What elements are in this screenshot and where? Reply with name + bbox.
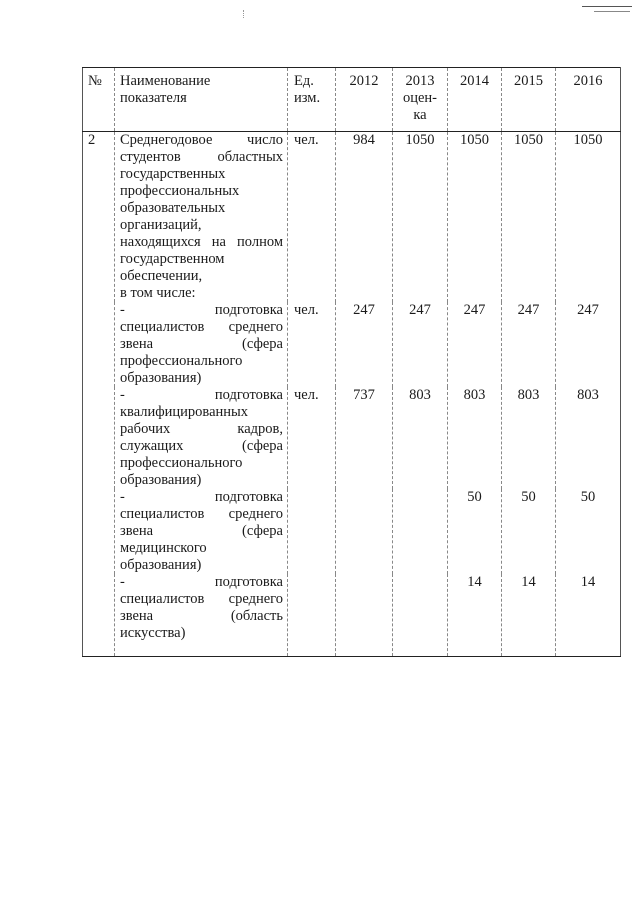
name-line: - подготовка bbox=[120, 387, 283, 403]
name-line: находящихся на полном bbox=[120, 234, 283, 250]
row-unit: чел. bbox=[288, 132, 336, 303]
row-name-text bbox=[120, 387, 283, 489]
row-value-2015: 14 bbox=[502, 574, 556, 657]
row-name-text bbox=[120, 302, 283, 387]
row-name bbox=[115, 387, 288, 489]
row-value-2012: 984 bbox=[336, 132, 393, 303]
name-line: обеспечении, bbox=[120, 268, 203, 284]
name-line: искусства) bbox=[120, 625, 186, 641]
name-line: образования) bbox=[120, 557, 202, 573]
name-line: служащих (сфера bbox=[120, 438, 283, 454]
name-line: профессионального bbox=[120, 455, 243, 471]
name-line: звена (область bbox=[120, 608, 283, 624]
row-value-2012 bbox=[336, 574, 393, 657]
name-line: государственном bbox=[120, 251, 225, 267]
name-line: образования) bbox=[120, 370, 202, 386]
header-2014: 2014 bbox=[448, 68, 502, 132]
row-value-2014: 1050 bbox=[448, 132, 502, 303]
name-line: - подготовка bbox=[120, 574, 283, 590]
name-line: Среднегодовое число bbox=[120, 132, 283, 148]
row-name bbox=[115, 302, 288, 387]
name-line: образования) bbox=[120, 472, 202, 488]
name-line: квалифицированных bbox=[120, 404, 249, 420]
scan-mark bbox=[594, 11, 630, 12]
row-value-2013 bbox=[393, 574, 448, 657]
row-value-2016: 803 bbox=[556, 387, 621, 489]
row-name-text bbox=[120, 489, 283, 574]
table-row-sub-3 bbox=[83, 489, 621, 574]
row-value-2012 bbox=[336, 489, 393, 574]
row-value-2015: 50 bbox=[502, 489, 556, 574]
row-unit: чел. bbox=[288, 387, 336, 489]
name-line: образовательных bbox=[120, 200, 226, 216]
header-2015: 2015 bbox=[502, 68, 556, 132]
row-value-2014: 247 bbox=[448, 302, 502, 387]
row-value-2014: 50 bbox=[448, 489, 502, 574]
row-value-2013: 803 bbox=[393, 387, 448, 489]
name-line: государственных bbox=[120, 166, 226, 182]
row-name bbox=[115, 489, 288, 574]
name-line: медицинского bbox=[120, 540, 207, 556]
indicators-table bbox=[82, 67, 621, 657]
row-name bbox=[115, 132, 288, 303]
name-line: рабочих кадров, bbox=[120, 421, 283, 437]
name-line: - подготовка bbox=[120, 302, 283, 318]
name-line: специалистов среднего bbox=[120, 319, 283, 335]
row-value-2015: 803 bbox=[502, 387, 556, 489]
row-value-2016: 1050 bbox=[556, 132, 621, 303]
header-2012: 2012 bbox=[336, 68, 393, 132]
table-row-sub-1 bbox=[83, 302, 621, 387]
row-unit bbox=[288, 489, 336, 574]
name-line: специалистов среднего bbox=[120, 506, 283, 522]
scan-mark bbox=[582, 6, 632, 7]
table-row-sub-4 bbox=[83, 574, 621, 657]
name-line: профессионального bbox=[120, 353, 243, 369]
header-2016: 2016 bbox=[556, 68, 621, 132]
row-unit bbox=[288, 574, 336, 657]
name-line: студентов областных bbox=[120, 149, 283, 165]
row-name bbox=[115, 574, 288, 657]
header-unit: Ед. изм. bbox=[288, 68, 336, 132]
row-unit: чел. bbox=[288, 302, 336, 387]
row-value-2013 bbox=[393, 489, 448, 574]
row-value-2015: 1050 bbox=[502, 132, 556, 303]
table-row-main bbox=[83, 132, 621, 303]
row-num: 2 bbox=[83, 132, 115, 303]
row-value-2016: 14 bbox=[556, 574, 621, 657]
name-line: звена (сфера bbox=[120, 336, 283, 352]
row-value-2014: 14 bbox=[448, 574, 502, 657]
row-name-text bbox=[120, 132, 283, 302]
row-value-2016: 50 bbox=[556, 489, 621, 574]
table-header-row bbox=[83, 68, 621, 132]
name-line: организаций, bbox=[120, 217, 202, 233]
row-value-2014: 803 bbox=[448, 387, 502, 489]
row-value-2012: 737 bbox=[336, 387, 393, 489]
name-line: специалистов среднего bbox=[120, 591, 283, 607]
row-value-2016: 247 bbox=[556, 302, 621, 387]
name-line: профессиональных bbox=[120, 183, 240, 199]
name-line: - подготовка bbox=[120, 489, 283, 505]
header-num: № bbox=[83, 68, 115, 132]
row-name-text bbox=[120, 574, 283, 642]
row-value-2015: 247 bbox=[502, 302, 556, 387]
scan-speck bbox=[243, 10, 246, 18]
name-line: в том числе: bbox=[120, 285, 196, 301]
row-value-2012: 247 bbox=[336, 302, 393, 387]
name-line: звена (сфера bbox=[120, 523, 283, 539]
row-value-2013: 247 bbox=[393, 302, 448, 387]
row-value-2013: 1050 bbox=[393, 132, 448, 303]
table-row-sub-2 bbox=[83, 387, 621, 489]
header-name: Наименование показателя bbox=[115, 68, 288, 132]
header-2013: 2013 оцен- ка bbox=[393, 68, 448, 132]
